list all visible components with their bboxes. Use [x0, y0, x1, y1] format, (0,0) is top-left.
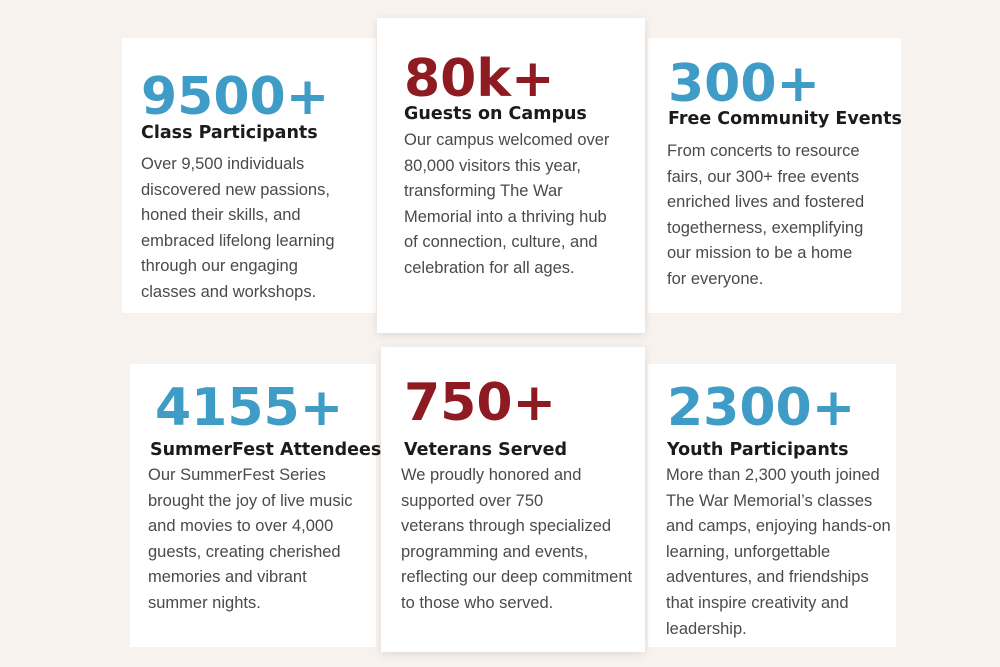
description-line: to those who served.	[401, 593, 554, 612]
description-line: discovered new passions,	[141, 180, 330, 199]
stat-description	[666, 463, 891, 642]
stat-number: 300+	[668, 54, 821, 114]
description-line: for everyone.	[667, 269, 764, 288]
description-line: that inspire creativity and	[666, 593, 849, 612]
stat-label: Guests on Campus	[404, 104, 587, 124]
description-line: supported over 750	[401, 491, 544, 510]
stat-number: 4155+	[155, 378, 344, 438]
stat-description	[667, 139, 864, 293]
description-line: memories and vibrant	[148, 568, 307, 587]
description-line: celebration for all ages.	[404, 258, 575, 277]
description-line: reflecting our deep commitment	[401, 568, 633, 587]
description-line: guests, creating cherished	[148, 542, 341, 561]
stat-label: Veterans Served	[404, 440, 568, 460]
stat-description	[401, 463, 632, 617]
description-line: enriched lives and fostered	[667, 193, 865, 212]
description-line: summer nights.	[148, 593, 261, 612]
stat-description	[141, 152, 335, 306]
stat-number: 2300+	[667, 378, 856, 438]
description-line: Over 9,500 individuals	[141, 155, 305, 173]
stat-number: 80k+	[404, 49, 555, 109]
description-line: learning, unforgettable	[666, 542, 831, 561]
description-line: Memorial into a thriving hub	[404, 207, 607, 226]
stat-number: 750+	[404, 373, 557, 433]
description-line: our mission to be a home	[667, 244, 853, 263]
description-line: Our SummerFest Series	[148, 466, 326, 484]
description-line: From concerts to resource	[667, 142, 860, 160]
description-line: programming and events,	[401, 542, 589, 561]
description-line: brought the joy of live music	[148, 491, 353, 510]
description-line: More than 2,300 youth joined	[666, 466, 880, 484]
description-line: and camps, enjoying hands-on	[666, 517, 891, 536]
stat-description	[148, 463, 353, 617]
stat-number: 9500+	[141, 67, 330, 127]
description-line: classes and workshops.	[141, 282, 317, 301]
description-line: We proudly honored and	[401, 466, 582, 484]
description-line: Our campus welcomed over	[404, 131, 610, 149]
description-line: fairs, our 300+ free events	[667, 167, 860, 186]
description-line: transforming The War	[404, 182, 563, 201]
stat-description	[404, 128, 609, 282]
stat-label: Free Community Events	[668, 109, 902, 129]
description-line: The War Memorial’s classes	[666, 491, 873, 510]
description-line: veterans through specialized	[401, 517, 612, 536]
description-line: of connection, culture, and	[404, 233, 598, 252]
description-line: togetherness, exemplifying	[667, 218, 864, 237]
stat-label: Youth Participants	[667, 440, 849, 460]
description-line: leadership.	[666, 619, 747, 638]
description-line: adventures, and friendships	[666, 568, 869, 587]
description-line: 80,000 visitors this year,	[404, 156, 582, 175]
stat-label: SummerFest Attendees	[150, 440, 382, 460]
description-line: honed their skills, and	[141, 206, 301, 225]
description-line: and movies to over 4,000	[148, 517, 334, 536]
stat-label: Class Participants	[141, 123, 318, 143]
description-line: embraced lifelong learning	[141, 231, 335, 250]
description-line: through our engaging	[141, 257, 298, 276]
